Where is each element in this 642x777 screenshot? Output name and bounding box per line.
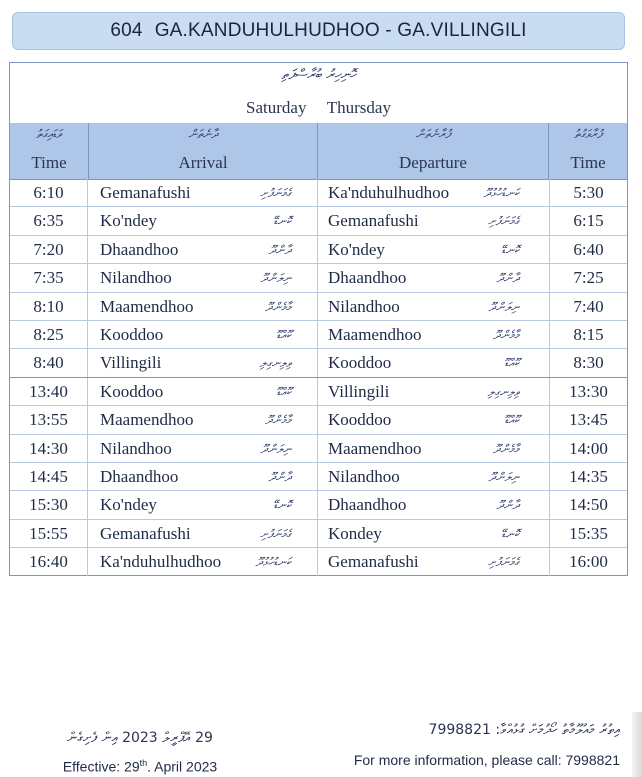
departure-stop-cell: Kooddoo <box>328 353 392 373</box>
departure-stop-dhivehi-cell: ކަނޑުހުޅުދޫ <box>483 186 519 200</box>
table-row <box>10 349 627 377</box>
arrival-time-cell: 13:55 <box>10 406 88 434</box>
arrival-stop-cell: Dhaandhoo <box>100 239 179 259</box>
departure-stop-dhivehi-cell: ކޮނޑޭ <box>501 242 519 257</box>
departure-stop-dhivehi-cell: ނިލަންދޫ <box>488 469 519 484</box>
table-row <box>10 321 627 349</box>
arrival-time-cell: 7:35 <box>10 264 88 292</box>
contact-info-block <box>320 722 620 768</box>
header-departure <box>318 123 549 179</box>
departure-stop-dhivehi-cell: ނިލަންދޫ <box>488 299 519 314</box>
effective-label: Effective: <box>62 758 121 775</box>
table-row <box>10 406 627 434</box>
timetable-rows <box>10 179 627 576</box>
arrival-stop-dhivehi-cell: ގެމަނަފުށި <box>260 526 291 541</box>
table-row <box>10 264 627 292</box>
arrival-time-cell: 15:55 <box>10 520 88 548</box>
arrival-stop-cell: Ko'ndey <box>100 495 157 515</box>
arrival-stop-dhivehi-cell: މާމެންދޫ <box>265 299 291 314</box>
departure-time-cell: 14:50 <box>549 491 627 519</box>
header-arrival-time-en: Time <box>31 153 67 172</box>
arrival-time-cell: 6:35 <box>10 207 88 235</box>
arrival-stop-cell: Kooddoo <box>100 381 164 401</box>
arrival-stop-dhivehi-cell: މާމެންދޫ <box>265 413 291 428</box>
table-row <box>10 293 627 321</box>
arrival-time-cell: 8:25 <box>10 321 88 349</box>
header-arrival-dv: ދާނެތަން <box>188 127 218 141</box>
departure-time-cell: 16:00 <box>549 548 627 576</box>
departure-time-cell: 13:30 <box>549 378 627 406</box>
arrival-stop-dhivehi-cell: ކަނޑުހުޅުދޫ <box>255 555 291 570</box>
arrival-time-cell: 15:30 <box>10 491 88 519</box>
departure-stop-dhivehi-cell: ކޫއްޑޫ <box>504 413 519 428</box>
departure-stop-cell: Villingili <box>328 381 390 401</box>
departure-time-cell: 5:30 <box>549 179 627 207</box>
arrival-stop-cell: Ka'nduhulhudhoo <box>100 552 222 572</box>
departure-stop-dhivehi-cell: މާމެންދޫ <box>493 441 519 456</box>
departure-stop-dhivehi-cell: ގެމަނަފުށި <box>488 214 519 229</box>
effective-day-suffix: th <box>139 758 148 768</box>
day-saturday: Saturday <box>246 98 307 117</box>
departure-stop-cell: Maamendhoo <box>328 324 422 344</box>
arrival-time-cell: 8:10 <box>10 293 88 321</box>
arrival-stop-dhivehi-cell: ނިލަންދޫ <box>260 441 291 456</box>
table-row <box>10 236 627 264</box>
arrival-stop-cell: Nilandhoo <box>100 438 172 458</box>
departure-stop-cell: Gemanafushi <box>328 552 419 572</box>
arrival-time-cell: 8:40 <box>10 349 88 377</box>
departure-time-cell: 7:40 <box>549 293 627 321</box>
column-header-row <box>10 123 627 180</box>
departure-stop-dhivehi-cell: މާމެންދޫ <box>493 327 519 342</box>
arrival-time-cell: 14:45 <box>10 463 88 491</box>
days-english <box>10 98 627 118</box>
arrival-stop-dhivehi-cell: ކޮނޑޭ <box>273 214 291 229</box>
departure-stop-cell: Nilandhoo <box>328 466 400 486</box>
arrival-stop-dhivehi-cell: ދާންދޫ <box>268 242 291 257</box>
departure-stop-dhivehi-cell: ދާންދޫ <box>496 498 519 513</box>
departure-time-cell: 15:35 <box>549 520 627 548</box>
arrival-time-cell: 14:30 <box>10 435 88 463</box>
header-departure-time <box>549 123 627 179</box>
table-row <box>10 463 627 491</box>
departure-stop-cell: Gemanafushi <box>328 211 419 231</box>
table-row <box>10 491 627 519</box>
header-arrival-time-dv: ވަޑައިގަތު <box>36 127 62 141</box>
arrival-stop-cell: Maamendhoo <box>100 410 194 430</box>
contact-info-english: For more information, please call: 7998821 <box>353 752 620 768</box>
effective-day: 29 <box>124 758 140 775</box>
departure-time-cell: 8:30 <box>549 349 627 377</box>
departure-time-cell: 14:35 <box>549 463 627 491</box>
arrival-stop-cell: Kooddoo <box>100 324 164 344</box>
days-dhivehi: ހޮނިހިރު ބުރާސްފަތި <box>281 67 356 83</box>
departure-stop-dhivehi-cell: ކޮނޑޭ <box>501 526 519 541</box>
departure-stop-cell: Nilandhoo <box>328 296 400 316</box>
table-row <box>10 179 627 207</box>
arrival-stop-cell: Villingili <box>100 353 162 373</box>
header-arrival-en: Arrival <box>178 153 228 172</box>
arrival-time-cell: 13:40 <box>10 378 88 406</box>
header-arrival <box>89 123 318 179</box>
effective-date-dhivehi: 29 އޭޕްރީލް 2023 އިން ފެށިގެން <box>67 730 213 746</box>
arrival-stop-dhivehi-cell: ގެމަނަފުށި <box>260 186 291 200</box>
table-row <box>10 207 627 235</box>
days-header <box>10 63 627 124</box>
departure-stop-dhivehi-cell: ވިލިނގިލި <box>487 384 519 399</box>
arrival-stop-cell: Maamendhoo <box>100 296 194 316</box>
departure-stop-dhivehi-cell: ކޫއްޑޫ <box>504 356 519 371</box>
departure-time-cell: 7:25 <box>549 264 627 292</box>
header-departure-time-en: Time <box>570 153 606 172</box>
route-banner <box>12 12 625 50</box>
table-row <box>10 548 627 576</box>
departure-stop-cell: Kondey <box>328 523 382 543</box>
departure-time-cell: 14:00 <box>549 435 627 463</box>
departure-stop-dhivehi-cell: ގެމަނަފުށި <box>488 555 519 570</box>
departure-stop-cell: Maamendhoo <box>328 438 422 458</box>
effective-date-block <box>40 730 240 775</box>
day-thursday: Thursday <box>326 98 391 117</box>
departure-stop-cell: Ka'nduhulhudhoo <box>328 183 450 202</box>
arrival-stop-cell: Nilandhoo <box>100 268 172 288</box>
departure-stop-cell: Ko'ndey <box>328 239 385 259</box>
arrival-time-cell: 6:10 <box>10 179 88 207</box>
page-edge <box>632 712 642 777</box>
arrival-time-cell: 7:20 <box>10 236 88 264</box>
effective-date-english <box>40 758 240 775</box>
arrival-stop-cell: Dhaandhoo <box>100 466 179 486</box>
arrival-stop-dhivehi-cell: ކޫއްޑޫ <box>276 327 291 342</box>
table-row <box>10 378 627 406</box>
arrival-time-cell: 16:40 <box>10 548 88 576</box>
departure-stop-cell: Dhaandhoo <box>328 268 407 288</box>
arrival-stop-cell: Gemanafushi <box>100 523 191 543</box>
route-name: GA.KANDUHULHUDHOO - GA.VILLINGILI <box>154 20 527 41</box>
departure-time-cell: 6:15 <box>549 207 627 235</box>
arrival-stop-dhivehi-cell: ދާންދޫ <box>268 469 291 484</box>
arrival-stop-dhivehi-cell: ކޮނޑޭ <box>273 498 291 513</box>
departure-stop-dhivehi-cell: ދާންދޫ <box>496 271 519 286</box>
arrival-stop-cell: Ko'ndey <box>100 211 157 231</box>
departure-stop-cell: Dhaandhoo <box>328 495 407 515</box>
header-departure-time-dv: ފުރާވަގުތު <box>574 127 602 141</box>
arrival-stop-dhivehi-cell: ވިލިނގިލި <box>259 356 291 371</box>
arrival-stop-dhivehi-cell: ކޫއްޑޫ <box>276 384 291 399</box>
departure-time-cell: 6:40 <box>549 236 627 264</box>
timetable <box>9 62 628 576</box>
departure-time-cell: 8:15 <box>549 321 627 349</box>
header-departure-en: Departure <box>399 153 467 172</box>
departure-time-cell: 13:45 <box>549 406 627 434</box>
header-arrival-time <box>10 123 89 179</box>
arrival-stop-cell: Gemanafushi <box>100 183 191 202</box>
table-row <box>10 435 627 463</box>
departure-stop-cell: Kooddoo <box>328 410 392 430</box>
table-row <box>10 520 627 548</box>
arrival-stop-dhivehi-cell: ނިލަންދޫ <box>260 271 291 286</box>
route-number: 604 <box>110 20 143 41</box>
effective-month-year: . April 2023 <box>147 758 218 775</box>
contact-info-dhivehi: އިތުރު މައުލޫމާތު ހޯދުމަށް ގުޅުއްވާ: 7998821 <box>428 722 620 738</box>
header-departure-dv: ފުރާނެތަން <box>415 127 451 141</box>
